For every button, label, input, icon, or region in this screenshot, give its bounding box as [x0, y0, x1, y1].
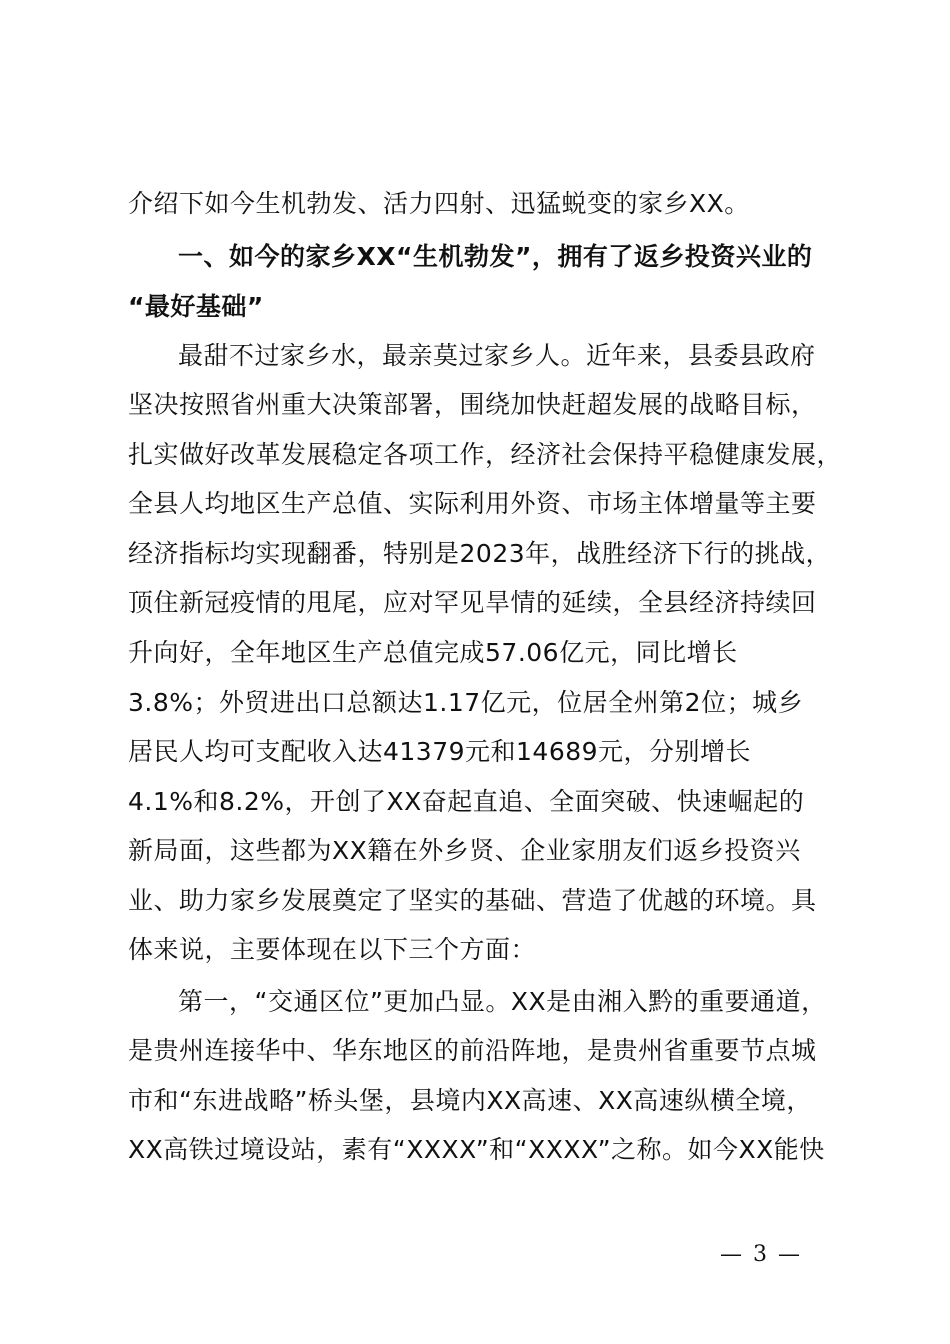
body-text-line: 坚决按照省州重大决策部署，围绕加快赶超发展的战略目标，: [128, 390, 817, 419]
body-text-line: 最甜不过家乡水，最亲莫过家乡人。近年来，县委县政府: [178, 341, 816, 370]
body-text-line: 3.8%；外贸进出口总额达1.17亿元，位居全州第2位；城乡: [128, 688, 804, 717]
section-heading-line-1: 一、如今的家乡XX“生机勃发”，拥有了返乡投资兴业的: [178, 242, 813, 271]
body-text-line: 业、助力家乡发展奠定了坚实的基础、营造了优越的环境。具: [128, 886, 817, 915]
body-text-line: 4.1%和8.2%，开创了XX奋起直追、全面突破、快速崛起的: [128, 787, 805, 816]
body-text-line: 全县人均地区生产总值、实际利用外资、市场主体增量等主要: [128, 489, 817, 518]
body-text-line: 市和“东进战略”桥头堡，县境内XX高速、XX高速纵横全境，: [128, 1086, 812, 1115]
body-text-line: XX高铁过境设站，素有“XXXX”和“XXXX”之称。如今XX能快: [128, 1135, 825, 1164]
body-text-line: 新局面，这些都为XX籍在外乡贤、企业家朋友们返乡投资兴: [128, 836, 801, 865]
body-text-line: 体来说，主要体现在以下三个方面：: [128, 935, 537, 964]
body-text-line: 是贵州连接华中、华东地区的前沿阵地，是贵州省重要节点城: [128, 1036, 817, 1065]
body-text-line: 扎实做好改革发展稳定各项工作，经济社会保持平稳健康发展，: [128, 440, 843, 469]
body-text-line: 第一，“交通区位”更加凸显。XX是由湘入黔的重要通道，: [178, 987, 827, 1016]
paragraph-intro-line: 介绍下如今生机勃发、活力四射、迅猛蜕变的家乡XX。: [128, 189, 750, 218]
section-heading-line-2: “最好基础”: [128, 292, 264, 321]
body-text-line: 居民人均可支配收入达41379元和14689元，分别增长: [128, 737, 752, 766]
body-text-line: 经济指标均实现翻番，特别是2023年，战胜经济下行的挑战，: [128, 539, 832, 568]
body-text-line: 升向好，全年地区生产总值完成57.06亿元，同比增长: [128, 638, 738, 667]
body-text-line: 顶住新冠疫情的甩尾，应对罕见旱情的延续，全县经济持续回: [128, 588, 817, 617]
page-number: — 3 —: [720, 1242, 802, 1267]
